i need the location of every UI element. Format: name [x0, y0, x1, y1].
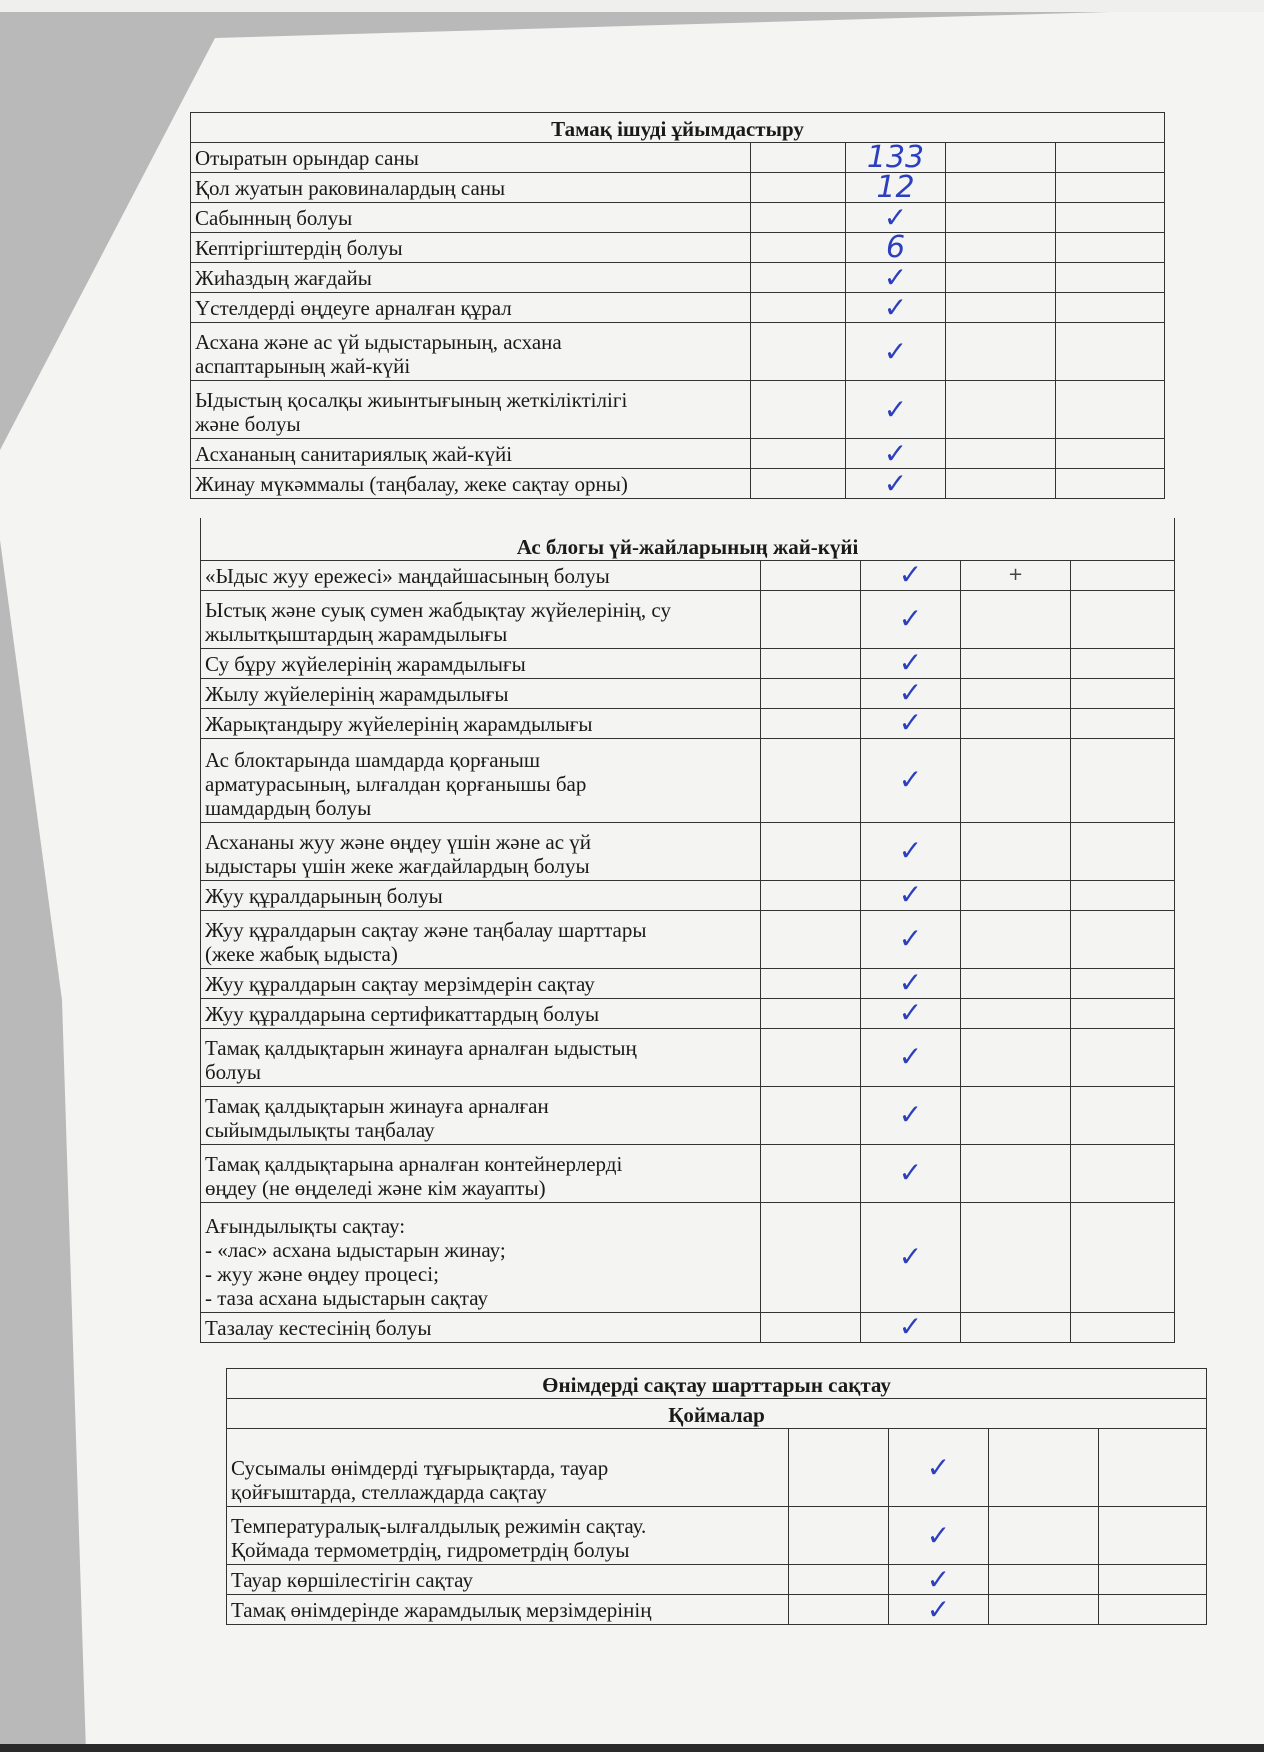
row-label: Сабынның болуы: [191, 203, 751, 233]
row-label: Жуу құралдарын сақтау мерзімдерін сақтау: [201, 968, 761, 998]
row-label: Ыстық және суық сумен жабдықтау жүйелерінің, су жылытқыштардың жарамдылығы: [201, 590, 761, 648]
check-mark-icon: ✓: [889, 1565, 989, 1595]
row-label: Су бұру жүйелерінің жарамдылығы: [201, 648, 761, 678]
row-label: Асхананы жуу және өңдеу үшін және ас үй ыдыстары үшін жеке жағдайлардың болуы: [201, 822, 761, 880]
row-label: Ағындылықты сақтау: - «лас» асхана ыдыстарын жинау; - жуу және өңдеу процесі; - таза асхана ыдыстарын сақтау: [201, 1202, 761, 1312]
table-product-storage: [226, 1368, 1207, 1625]
check-mark-icon: ✓: [861, 678, 961, 708]
handwritten-mark: 6: [846, 233, 946, 263]
table-row: [201, 1312, 1175, 1342]
table-row: [201, 910, 1175, 968]
check-mark-icon: ✓: [861, 708, 961, 738]
check-mark-icon: ✓: [889, 1507, 989, 1565]
row-label: Жылу жүйелерінің жарамдылығы: [201, 678, 761, 708]
row-label: Жуу құралдарын сақтау және таңбалау шарттары (жеке жабық ыдыста): [201, 910, 761, 968]
table-row: [227, 1507, 1207, 1565]
row-label: Тамақ қалдықтарын жинауға арналған сыйымдылықты таңбалау: [201, 1086, 761, 1144]
check-mark-icon: ✓: [861, 968, 961, 998]
row-label: Кептіргіштердің болуы: [191, 233, 751, 263]
check-mark-icon: ✓: [861, 822, 961, 880]
row-label: Тамақ өнімдерінде жарамдылық мерзімдерінің: [227, 1595, 789, 1625]
section-title: Ас блогы үй-жайларының жай-күйі: [201, 518, 1175, 560]
check-mark-icon: ✓: [846, 263, 946, 293]
row-label: Ыдыстың қосалқы жиынтығының жеткіліктілігі және болуы: [191, 381, 751, 439]
table-row: [191, 143, 1165, 173]
row-label: Асхана және ас үй ыдыстарының, асхана аспаптарының жай-күйі: [191, 323, 751, 381]
section-food-organization: [190, 112, 1164, 499]
check-mark-icon: ✓: [861, 1144, 961, 1202]
table-row: [227, 1595, 1207, 1625]
table-row: [191, 233, 1165, 263]
table-row: [227, 1565, 1207, 1595]
table-row: [201, 678, 1175, 708]
row-label: Қол жуатын раковиналардың саны: [191, 173, 751, 203]
section-title: Тамақ ішуді ұйымдастыру: [191, 113, 1165, 143]
section-title: Өнімдерді сақтау шарттарын сақтау: [227, 1369, 1207, 1399]
check-mark-icon: ✓: [861, 648, 961, 678]
check-mark-icon: ✓: [861, 1202, 961, 1312]
row-label: «Ыдыс жуу ережесі» маңдайшасының болуы: [201, 560, 761, 590]
row-label: Үстелдерді өңдеуге арналған құрал: [191, 293, 751, 323]
check-mark-icon: ✓: [846, 203, 946, 233]
table-row: [201, 648, 1175, 678]
row-label: Тамақ қалдықтарына арналған контейнерлерді өңдеу (не өңделеді және кім жауапты): [201, 1144, 761, 1202]
table-row: [191, 439, 1165, 469]
table-row: [191, 469, 1165, 499]
row-label: Жарықтандыру жүйелерінің жарамдылығы: [201, 708, 761, 738]
check-mark-icon: ✓: [861, 1028, 961, 1086]
check-mark-icon: ✓: [889, 1595, 989, 1625]
check-mark-icon: ✓: [861, 998, 961, 1028]
table-row: [201, 1086, 1175, 1144]
row-label: Сусымалы өнімдерді тұғырықтарда, тауар қойғыштарда, стеллаждарда сақтау: [227, 1429, 789, 1507]
check-mark-icon: ✓: [846, 381, 946, 439]
table-row: [191, 263, 1165, 293]
table-row: [201, 1202, 1175, 1312]
row-label: Температуралық-ылғалдылық режимін сақтау. Қоймада термометрдің, гидрометрдің болуы: [227, 1507, 789, 1565]
row-label: Жиһаздың жағдайы: [191, 263, 751, 293]
table-row: [201, 1144, 1175, 1202]
section-kitchen-premises: [200, 518, 1174, 1343]
row-label: Асхананың санитариялық жай-күйі: [191, 439, 751, 469]
check-mark-icon: ✓: [861, 910, 961, 968]
table-row: [201, 1028, 1175, 1086]
table-row: [201, 968, 1175, 998]
row-label: Жинау мүкәммалы (таңбалау, жеке сақтау орны): [191, 469, 751, 499]
check-mark-icon: ✓: [861, 1086, 961, 1144]
check-mark-icon: ✓: [861, 560, 961, 590]
check-mark-icon: ✓: [846, 293, 946, 323]
page-top-edge: [0, 0, 1264, 12]
table-row: [201, 708, 1175, 738]
row-label: Отыратын орындар саны: [191, 143, 751, 173]
row-label: Тазалау кестесінің болуы: [201, 1312, 761, 1342]
table-row: [201, 590, 1175, 648]
table-row: [201, 880, 1175, 910]
section-product-storage: [226, 1368, 1206, 1625]
table-row: [227, 1429, 1207, 1507]
table-food-organization: [190, 112, 1165, 499]
handwritten-mark: 12: [846, 173, 946, 203]
plus-mark: +: [961, 560, 1071, 590]
table-row: [201, 822, 1175, 880]
check-mark-icon: ✓: [846, 469, 946, 499]
row-label: Ас блоктарында шамдарда қорғаныш арматурасының, ылғалдан қорғанышы бар шамдардың болуы: [201, 738, 761, 822]
check-mark-icon: ✓: [861, 880, 961, 910]
table-row: [201, 998, 1175, 1028]
table-row: [191, 173, 1165, 203]
check-mark-icon: ✓: [846, 439, 946, 469]
check-mark-icon: ✓: [861, 590, 961, 648]
check-mark-icon: ✓: [861, 738, 961, 822]
table-row: [191, 203, 1165, 233]
handwritten-mark: 133: [846, 143, 946, 173]
table-row: [201, 560, 1175, 590]
row-label: Тауар көршілестігін сақтау: [227, 1565, 789, 1595]
table-row: [191, 381, 1165, 439]
row-label: Жуу құралдарының болуы: [201, 880, 761, 910]
row-label: Тамақ қалдықтарын жинауға арналған ыдыстың болуы: [201, 1028, 761, 1086]
check-mark-icon: ✓: [846, 323, 946, 381]
section-subtitle: Қоймалар: [227, 1399, 1207, 1429]
table-row: [191, 293, 1165, 323]
row-label: Жуу құралдарына сертификаттардың болуы: [201, 998, 761, 1028]
check-mark-icon: ✓: [861, 1312, 961, 1342]
check-mark-icon: ✓: [889, 1429, 989, 1507]
scanner-bottom-edge: [0, 1744, 1264, 1752]
table-row: [201, 738, 1175, 822]
table-kitchen-premises: [200, 518, 1175, 1343]
table-row: [191, 323, 1165, 381]
